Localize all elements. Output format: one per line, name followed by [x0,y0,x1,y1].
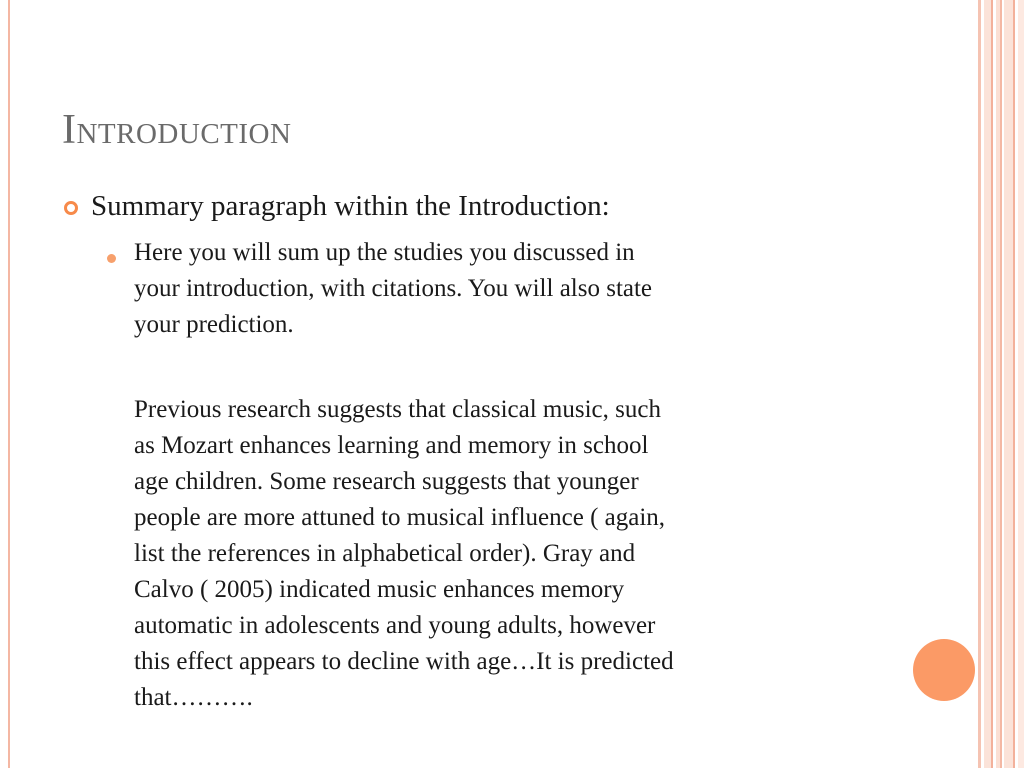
right-decorative-stripe [1004,0,1013,768]
text-line: this effect appears to decline with age…It is predicted [134,648,674,675]
right-decorative-stripe [978,0,981,768]
text-line: that………. [134,684,253,711]
text-line: as Mozart enhances learning and memory in school [134,432,649,459]
right-decorative-stripe [1018,0,1024,768]
text-line: automatic in adolescents and young adults, however [134,612,656,639]
example-paragraph [134,392,674,716]
bullet-level1-text: Summary paragraph within the Introduction: [91,190,610,222]
dot-bullet-icon [107,254,116,263]
right-decorative-stripe [984,0,991,768]
right-decorative-stripe [991,0,993,768]
right-decorative-stripe [1000,0,1002,768]
text-line: your introduction, with citations. You will also state [134,275,653,302]
text-line: age children. Some research suggests that younger [134,468,639,495]
bullet-level2-paragraph [134,235,652,343]
text-line: list the references in alphabetical order). Gray and [134,540,636,567]
text-line: your prediction. [134,311,294,338]
text-line: Previous research suggests that classical music, such [134,396,661,423]
right-decorative-stripe [1013,0,1015,768]
left-frame-line [8,0,10,768]
ring-bullet-icon [64,201,78,215]
text-line: Calvo ( 2005) indicated music enhances memory [134,576,625,603]
text-line: Here you will sum up the studies you discussed in [134,239,635,266]
text-line: people are more attuned to musical influence ( again, [134,504,666,531]
slide-title: Introduction [62,107,292,153]
bullet-level1 [64,190,610,223]
decorative-circle [913,639,975,701]
